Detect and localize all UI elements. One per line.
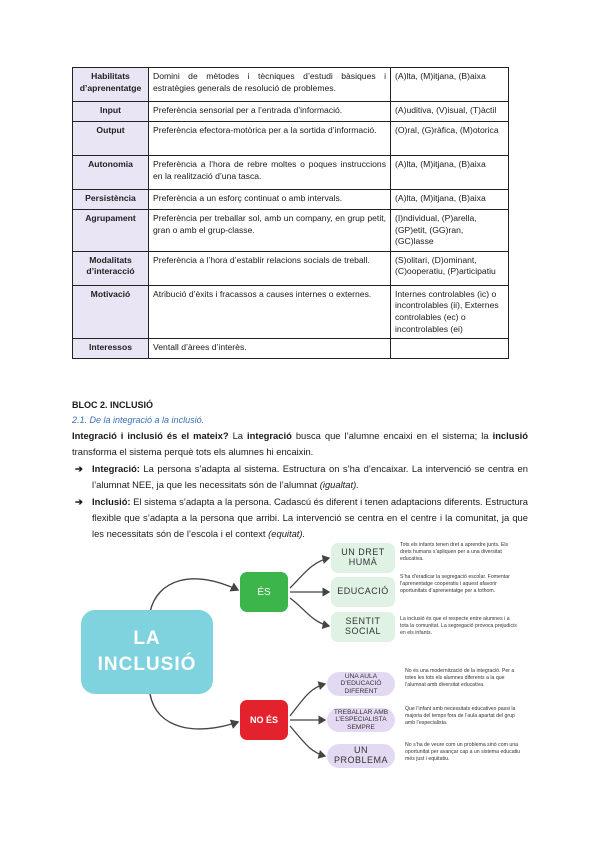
row-label: Autonomia [73,156,149,190]
intro-question: Integració i inclusió és el mateix? [72,430,229,441]
es-item-sentit-social: SENTIT SOCIAL [331,612,395,642]
subsection-title: 2.1. De la integració a la inclusió. [72,415,205,425]
row-description: Ventall d’àrees d’interès. [149,339,391,359]
intro-paragraph: Integració i inclusió és el mateix? La integració busca que l’alumne encaixi en el sistema; la inclusió transforma el sistema perquè tots els alumnes hi encaixin. [72,430,529,458]
table-row [73,339,509,359]
row-label: Motivació [73,285,149,338]
no-note-3: No s’ha de veure com un problema sinó com una oportunitat per avançar cap a un sistema educatiu més just i equitatiu. [405,742,521,763]
row-label: Habilitats d’aprenentatge [73,68,149,102]
es-note-1: Tots els infants tenen dret a aprendre junts. Els drets humans s’apliquen per a una diversitat educativa. [400,542,509,563]
no-note-1: No és una modernització de la integració. Per a totes les tots els alumnes diferents a la que l’alumnat amb diversitat educativa. [405,668,515,689]
row-label: Persistència [73,190,149,210]
es-box: ÉS [240,572,288,612]
row-values: (A)lta, (M)itjana, (B)aixa [391,68,509,102]
table-row [73,68,509,102]
no-note-2: Que l’infant amb necessitats educatives passi la majoria del temps fora de l’aula apartat del grup amb l’especialista. [405,706,516,727]
row-description: Preferència sensorial per a l’entrada d’informació. [149,102,391,122]
table-row [73,102,509,122]
row-description: Domini de mètodes i tècniques d’estudi bàsiques i estratègies generals de resolució de problemes. [149,68,391,102]
es-item-educacio: EDUCACIÓ [331,577,395,607]
row-values: (A)lta, (M)itjana, (B)aixa [391,156,509,190]
es-note-2: S’ha d’eradicar la segregació escolar. Fomentar l’aprenentatge cooperatiu i aquest afavorir oportunitats d’aprenentatge per a tothom. [400,574,510,595]
bullet-inclusio: ➔ Inclusió: El sistema s’adapta a la persona. Cadascú és diferent i tenen adaptacions diferents. Estructura flexible que s’adapta a la persona que arribi. La intervenció se centra en el centre i la comunitat, ja que les necessitats són de l’escola i el context (equitat). [75,496,528,540]
main-concept-box: LA INCLUSIÓ [81,610,213,694]
no-item-aula-diferent: UNA AULA D’EDUCACIÓ DIFERENT [327,672,395,696]
learning-styles-table [72,67,509,359]
row-values: (A)lta, (M)itjana, (B)aixa [391,190,509,210]
table-row [73,190,509,210]
bullet-integracio: ➔ Integració: La persona s’adapta al sistema. Estructura on s’ha d’encaixar. La intervenció se centra en l’alumnat NEE, ja que les necessitats són de l’alumnat (igualtat). [75,463,528,491]
arrow-icon: ➔ [75,496,83,507]
row-description: Preferència a un esforç continuat o amb intervals. [149,190,391,210]
row-label: Agrupament [73,210,149,252]
arrow-icon: ➔ [75,463,83,474]
row-description: Preferència a l’hora d’establir relacions socials de treball. [149,251,391,285]
table-row [73,210,509,252]
no-es-box: NO ÉS [240,700,288,740]
es-item-dret-huma: UN DRET HUMÀ [331,543,395,573]
row-label: Modalitats d’interacció [73,251,149,285]
row-values: (O)ral, (G)ràfica, (M)otorica [391,122,509,156]
row-values: (S)olitari, (D)ominant, (C)ooperatiu, (P)articipatiu [391,251,509,285]
row-values: Internes controlables (ic) o incontrolables (ii), Externes controlables (ec) o incontrolables (ei) [391,285,509,338]
row-description: Preferència a l’hora de rebre moltes o poques instruccions en la realització d’una tasca. [149,156,391,190]
inclusion-diagram [72,540,532,775]
row-label: Interessos [73,339,149,359]
no-item-especialista: TREBALLAR AMB L’ESPECIALISTA SEMPRE [327,708,395,732]
row-label: Output [73,122,149,156]
table-row [73,122,509,156]
row-values: (I)ndividual, (P)arella, (GP)etit, (GG)ran, (GC)lasse [391,210,509,252]
row-values: (A)uditiva, (V)isual, (T)àctil [391,102,509,122]
table-row [73,156,509,190]
row-description: Atribució d’èxits i fracassos a causes internes o externes. [149,285,391,338]
table-row [73,251,509,285]
no-item-problema: UN PROBLEMA [327,744,395,768]
bloc-title: BLOC 2. INCLUSIÓ [72,400,154,410]
row-label: Input [73,102,149,122]
row-values [391,339,509,359]
row-description: Preferència per treballar sol, amb un company, en grup petit, gran o amb el grup-classe. [149,210,391,252]
es-note-3: La inclusió és que el respecte entre alumnes i a tota la comunitat. La segregació provoca prejudicis en els infants. [400,616,517,637]
table-row [73,285,509,338]
row-description: Preferència efectora-motòrica per a la sortida d’informació. [149,122,391,156]
